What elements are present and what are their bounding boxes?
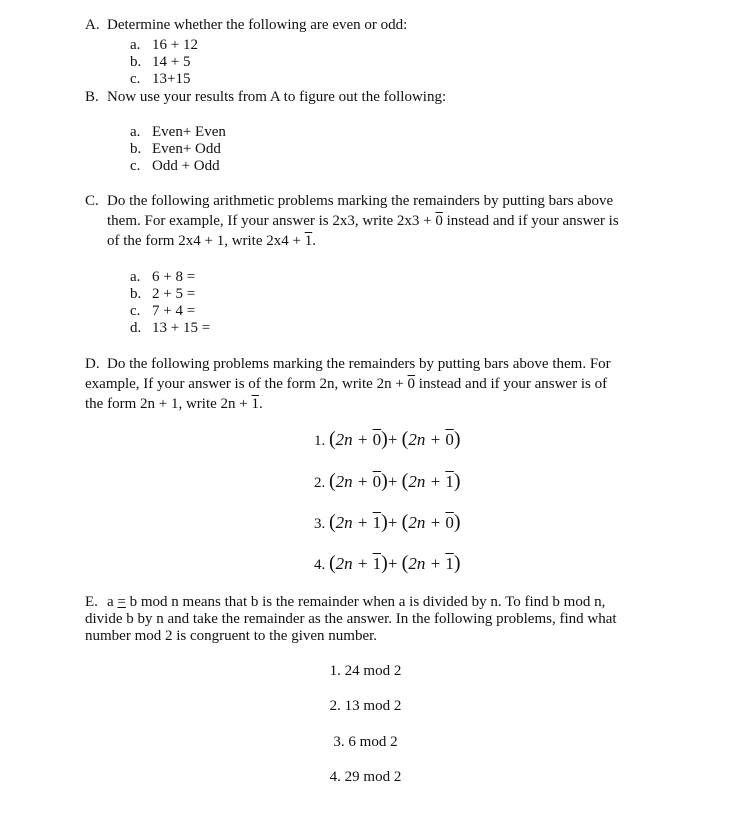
section-a-heading (85, 16, 407, 34)
section-e-line-1 (85, 593, 605, 611)
remainder-a: 1 (372, 513, 382, 532)
mod-problem-1: 1. 24 mod 2 (329, 663, 402, 679)
equation-number: 2. (314, 475, 326, 491)
text-fragment: a (107, 594, 118, 610)
item-text: 7 + 4 = (152, 303, 196, 319)
section-e-line-2 (85, 610, 617, 628)
text-fragment: b mod n means that b is the remainder when a is divided by n. To find b mod n, (125, 594, 606, 610)
section-a-marker: A. (85, 17, 100, 33)
remainder-a: 0 (372, 430, 382, 449)
list-item (130, 157, 220, 175)
section-e-marker: E. (85, 594, 98, 610)
item-text: 14 + 5 (152, 54, 191, 70)
section-c-line-2 (107, 212, 619, 230)
text-fragment: the form 2n + 1, write 2n + (85, 396, 252, 412)
list-item (130, 123, 226, 141)
remainder-b: 1 (445, 472, 454, 491)
item-marker: b. (130, 54, 142, 70)
list-item (130, 140, 221, 158)
section-a-text: Determine whether the following are even or odd: (107, 17, 408, 33)
remainder-a: 0 (372, 472, 382, 491)
section-c-text: Do the following arithmetic problems marking the remainders by putting bars above (107, 193, 614, 209)
section-d-text: Do the following problems marking the remainders by putting bars above them. For (107, 356, 611, 372)
item-marker: a. (130, 124, 141, 140)
list-item (130, 53, 190, 71)
mod-problem-4: 4. 29 mod 2 (329, 769, 402, 785)
item-marker: a. (130, 269, 141, 285)
remainder-b: 0 (445, 430, 454, 449)
text-fragment: instead and if your answer is (442, 213, 619, 229)
equation-3: 3. (2n + 1)+ (2n + 0) (314, 511, 461, 533)
item-text: 16 + 12 (152, 37, 198, 53)
section-d-line-3 (85, 395, 263, 413)
mod-problem-3: 3. 6 mod 2 (333, 734, 398, 750)
equation-4: 4. (2n + 1)+ (2n + 1) (314, 552, 461, 574)
equation-number: 1. (314, 433, 326, 449)
section-e-line-3 (85, 627, 377, 645)
section-c-marker: C. (85, 193, 99, 209)
text-fragment: . (258, 396, 263, 412)
remainder-one: 1 (251, 396, 259, 412)
section-d-line-2 (85, 375, 607, 393)
congruence-symbol: = (117, 594, 126, 610)
remainder-a: 1 (372, 554, 382, 573)
section-d-line-1 (85, 355, 611, 373)
item-marker: a. (130, 37, 141, 53)
item-text: 6 + 8 = (152, 269, 196, 285)
remainder-zero: 0 (407, 376, 416, 392)
item-text: 2 + 5 = (152, 286, 196, 302)
item-marker: b. (130, 141, 142, 157)
item-marker: d. (130, 320, 142, 336)
section-b-text: Now use your results from A to figure out the following: (107, 89, 447, 105)
equation-1: 1. (2n + 0)+ (2n + 0) (314, 428, 461, 450)
item-text: 13 + 15 = (152, 320, 211, 336)
remainder-zero: 0 (435, 213, 443, 229)
remainder-b: 1 (445, 554, 454, 573)
item-text: Even+ Even (152, 124, 226, 140)
text-fragment: number mod 2 is congruent to the given number. (85, 628, 378, 644)
list-item (130, 285, 195, 303)
equation-number: 4. (314, 557, 326, 573)
list-item (130, 302, 195, 320)
text-fragment: instead and if your answer is of (415, 376, 608, 392)
text-fragment: . (312, 233, 316, 249)
remainder-one: 1 (304, 233, 313, 249)
item-marker: b. (130, 286, 142, 302)
item-text: 13+15 (152, 71, 191, 87)
item-marker: c. (130, 71, 141, 87)
equation-number: 3. (314, 516, 326, 532)
section-d-marker: D. (85, 356, 100, 372)
text-fragment: example, If your answer is of the form 2n, write 2n + (85, 376, 408, 392)
item-text: Even+ Odd (152, 141, 221, 157)
equation-2: 2. (2n + 0)+ (2n + 1) (314, 470, 461, 492)
text-fragment: divide b by n and take the remainder as the answer. In the following problems, find what (85, 611, 617, 627)
list-item (130, 319, 210, 337)
section-c-line-1 (85, 192, 613, 210)
list-item (130, 36, 198, 54)
mod-problem-2: 2. 13 mod 2 (329, 698, 402, 714)
section-b-heading (85, 88, 446, 106)
item-text: Odd + Odd (152, 158, 220, 174)
section-c-line-3 (107, 232, 316, 250)
item-marker: c. (130, 303, 141, 319)
text-fragment: them. For example, If your answer is 2x3, write 2x3 + (107, 213, 436, 229)
section-b-marker: B. (85, 89, 99, 105)
remainder-b: 0 (445, 513, 454, 532)
item-marker: c. (130, 158, 141, 174)
text-fragment: of the form 2x4 + 1, write 2x4 + (107, 233, 305, 249)
list-item (130, 268, 195, 286)
list-item (130, 70, 190, 88)
